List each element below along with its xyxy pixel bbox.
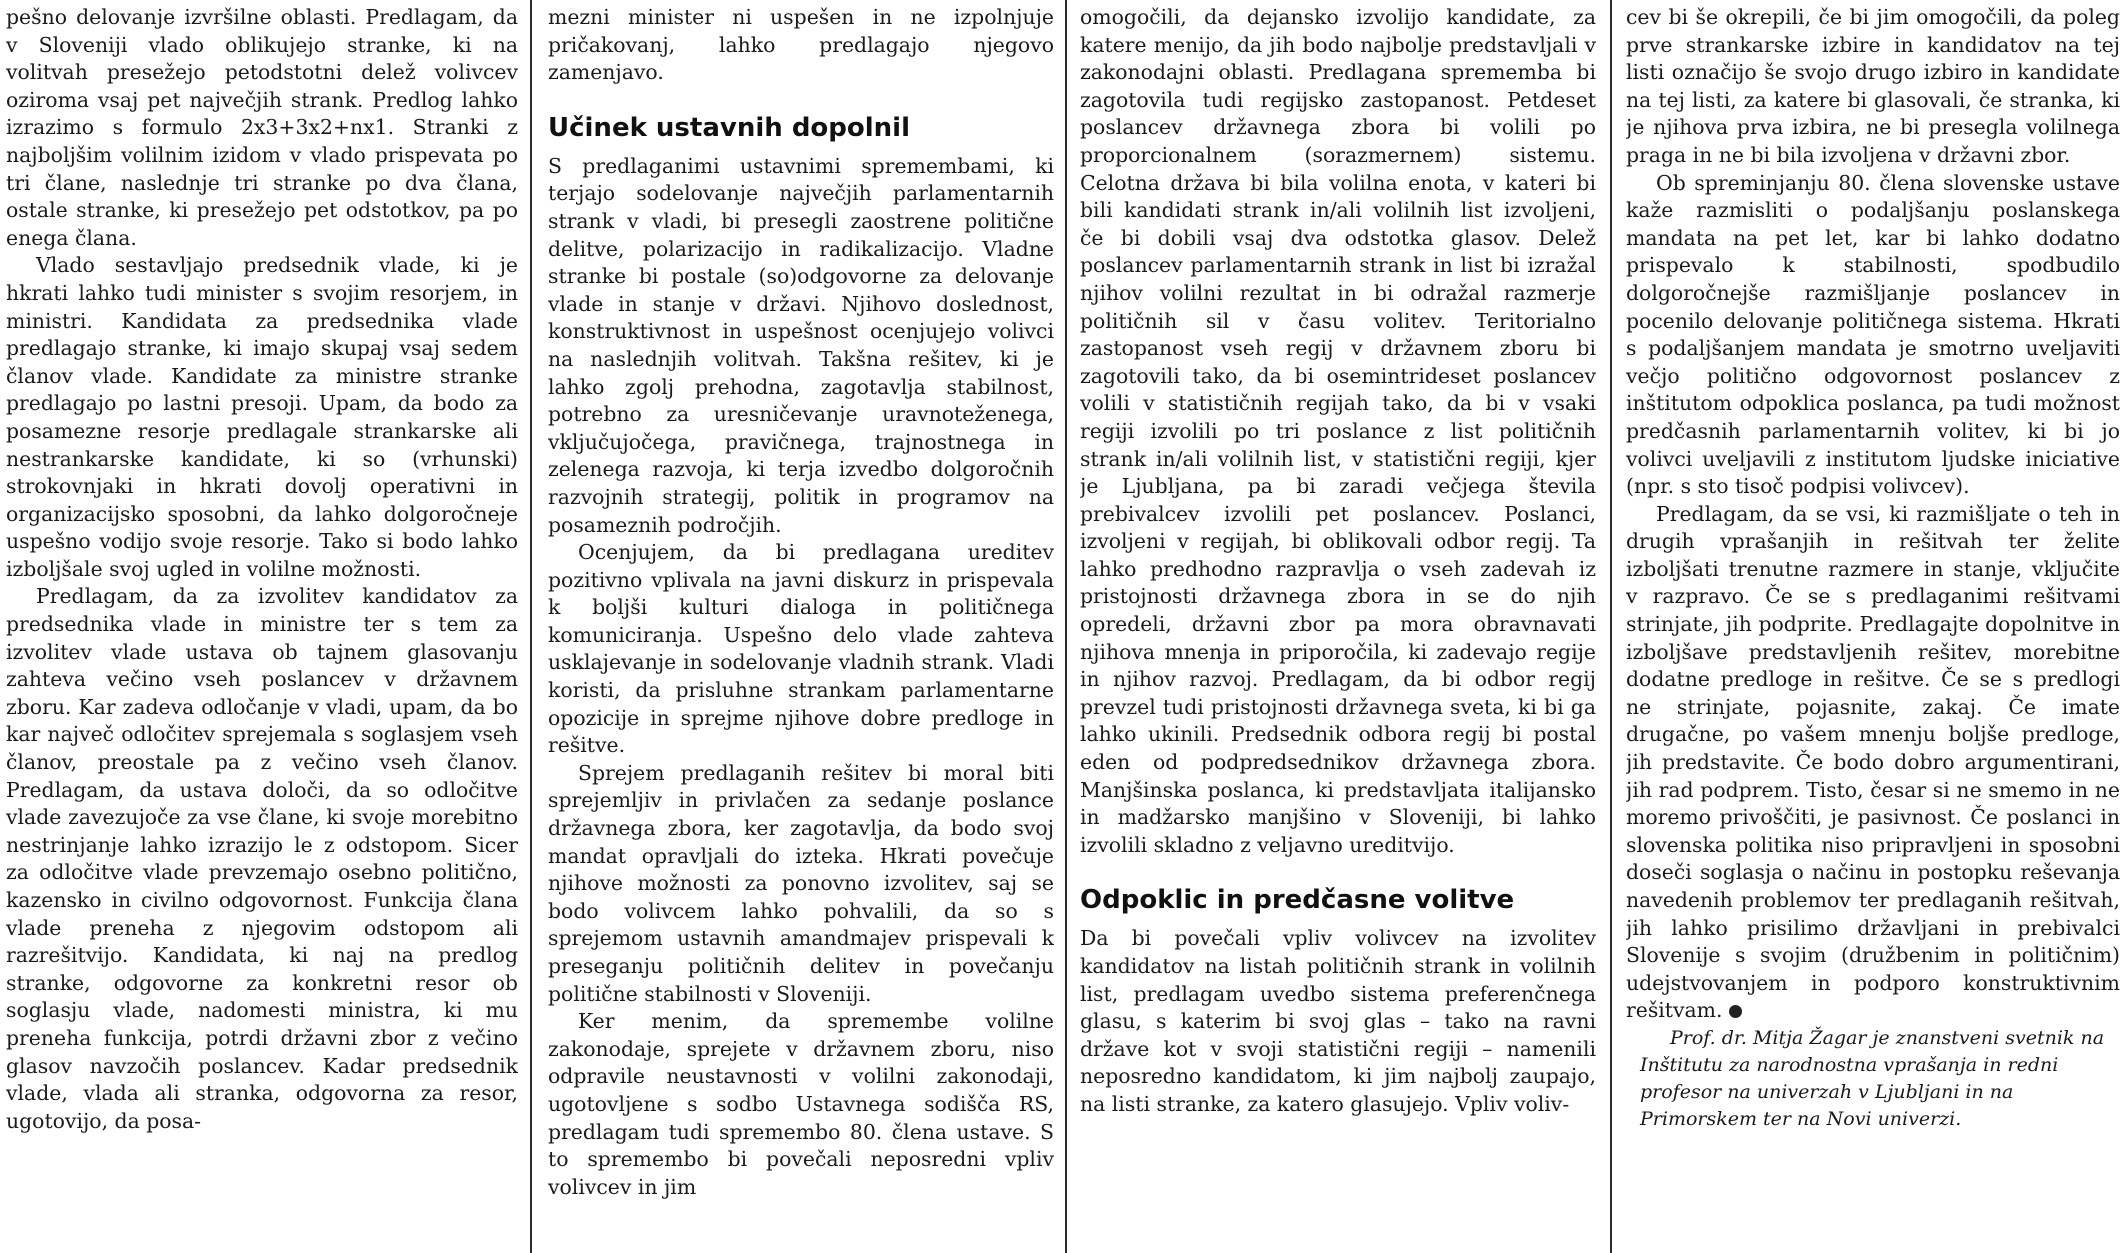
column-divider: [530, 0, 532, 1253]
paragraph: omogočili, da dejansko izvolijo kandidate, za katere menijo, da jih bodo najbolje predstavljali v zakonodajni oblasti. Predlagana sprememba bi zagotovila tudi regijsko zastopanost. Petdeset poslancev državnega zbora bi volili po proporcionalnem (sorazmernem) sistemu. Celotna država bi bila volilna enota, v kateri bi bili kandidati strank in/ali volilnih list izvoljeni, če bi dobili vsaj dva odstotka glasov. Delež poslancev parlamentarnih strank in list bi izražal njihov volilni rezultat in bi odražal razmerje političnih sil v času volitev. Teritorialno zastopanost vseh regij v državnem zboru bi zagotovili tako, da bi osemintrideset poslancev volili v statističnih regijah tako, da bi v vsaki regiji izvolili po tri poslance z list političnih strank in/ali volilnih list, v statistični regiji, kjer je Ljubljana, pa bi zaradi večjega števila prebivalcev izvolili pet poslancev. Poslanci, izvoljeni v regijah, bi oblikovali odbor regij. Ta lahko predhodno razpravlja o vseh zadevah iz pristojnosti državnega zbora in se do njih opredeli, državni zbor pa mora obravnavati njihova mnenja in priporočila, ki zadevajo regije in njihov razvoj. Predlagam, da bi odbor regij prevzel tudi pristojnosti državnega sveta, ki bi ga lahko ukinili. Predsednik odbora regij bi postal eden od podpredsednikov državnega zbora. Manjšinska poslanca, ki predstavljata italijansko in madžarsko manjšino v Sloveniji, bi lahko izvolili skladno z veljavno ureditvijo.: [1080, 5, 1596, 857]
paragraph-text: Predlagam, da se vsi, ki razmišljate o teh in drugih vprašanjih in rešitvah ter želite izboljšati trenutne razmere in stanje, vključite v razpravo. Če se s predlaganimi rešitvami strinjate, jih podprite. Predlagajte dopolnitve in izboljšave predstavljenih rešitev, morebitne dodatne predloge in rešitve. Če se s predlogi ne strinjate, pojasnite, zakaj. Če imate drugačne, po vašem mnenju boljše predloge, jih predstavite. Če bodo dobro argumentirani, jih rad podprem. Tisto, česar si ne smemo in ne moremo privoščiti, je pasivnost. Če poslanci in slovenska politika niso pripravljeni in sposobni doseči soglasja o načinu in postopku reševanja navedenih problemov ter predlaganih rešitvah, jih lahko prisilimo državljani in prebivalci Slovenije s svojim (družbenim in političnim) udejstvovanjem in podporo konstruktivnim rešitvam.: [1626, 501, 2120, 1023]
column-divider: [1065, 0, 1067, 1253]
paragraph: cev bi še okrepili, če bi jim omogočili, da poleg prve strankarske izbire in kandidatov na tej listi označijo še svojo drugo izbiro in kandidate na tej listi, za katere bi glasovali, če stranka, ki je njihova prva izbira, ne bi presegla volilnega praga in ne bi bila izvoljena v državni zbor.: [1626, 5, 2120, 167]
article-end-mark-icon: [1729, 1005, 1742, 1018]
paragraph: Da bi povečali vpliv volivcev na izvolitev kandidatov na listah političnih strank in volilnih list, predlagam uvedbo sistema preferenčnega glasu, s katerim bi svoj glas – tako na ravni države kot v svoji statistični regiji – namenili neposredno kandidatom, ki jim najbolj zaupajo, na listi stranke, za katero glasujejo. Vpliv voliv-: [1080, 926, 1596, 1116]
article-column-4: [1626, 4, 2120, 1249]
paragraph: pešno delovanje izvršilne oblasti. Predlagam, da v Sloveniji vlado oblikujejo stranke, ki na volitvah presežejo petodstotni delež volivcev oziroma vsaj pet največjih strank. Predlog lahko izrazimo s formulo 2x3+3x2+nx1. Stranki z najboljšim volilnim izidom v vlado prispevata po tri člane, naslednje tri stranke po dva člana, ostale stranke, ki presežejo pet odstotkov, pa po enega člana.: [6, 5, 518, 250]
paragraph: Ob spreminjanju 80. člena slovenske ustave kaže razmisliti o podaljšanju poslanskega mandata na pet let, kar bi lahko dodatno prispevalo k stabilnosti, spodbudilo dolgoročnejše razmišljanje poslancev in pocenilo delovanje političnega sistema. Hkrati s podaljšanjem mandata je smotrno uveljaviti večjo politično odgovornost poslancev z inštitutom odpoklica poslanca, pa tudi možnost predčasnih parlamentarnih volitev, ki bi jo volivci uveljavili z institutom ljudske iniciative (npr. s sto tisoč podpisi volivcev).: [1626, 170, 2120, 499]
paragraph-final: [1626, 501, 2120, 1025]
paragraph: Sprejem predlaganih rešitev bi moral biti sprejemljiv in privlačen za sedanje poslance državnega zbora, ker zagotavlja, da bodo svoj mandat opravljali do izteka. Hkrati povečuje njihove možnosti za ponovno izvolitev, saj se bodo volivcem lahko pohvalili, da so s sprejemom ustavnih amandmajev prispevali k preseganju političnih delitev in povečanju politične stabilnosti v Sloveniji.: [548, 760, 1054, 1006]
section-heading: Učinek ustavnih dopolnil: [548, 112, 911, 143]
paragraph: S predlaganimi ustavnimi spremembami, ki terjajo sodelovanje največjih parlamentarnih strank v vladi, bi presegli zaostrene politične delitve, polarizacijo in radikalizacijo. Vladne stranke bi postale (so)odgovorne za delovanje vlade in stanje v državi. Njihovo doslednost, konstruktivnost in uspešnost ocenjujejo volivci na naslednjih volitvah. Takšna rešitev, ki je lahko zgolj prehodna, zagotavlja stabilnost, potrebno za uresničevanje uravnoteženega, vključujočega, pravičnega, trajnostnega in zelenega razvoja, ki terja izvedbo dolgoročnih razvojnih strategij, politik in programov na posameznih področjih.: [548, 153, 1054, 537]
column-divider: [1610, 0, 1612, 1253]
paragraph: mezni minister ni uspešen in ne izpolnjuje pričakovanj, lahko predlagajo njegovo zamenjavo.: [548, 5, 1054, 85]
section-heading: Odpoklic in predčasne volitve: [1080, 885, 1515, 916]
paragraph: Vlado sestavljajo predsednik vlade, ki je hkrati lahko tudi minister s svojim resorjem, in ministri. Kandidata za predsednika vlade predlagajo stranke, ki imajo skupaj vsaj sedem članov vlade. Kandidate za ministre stranke predlagajo po lastni presoji. Upam, da bodo za posamezne resorje predlagale strankarske ali nestrankarske kandidate, ki so (vrhunski) strokovnjaki in hkrati dovolj operativni in organizacijsko sposobni, da lahko dolgoročneje uspešno vodijo svoje resorje. Tako si bodo lahko izboljšale svoj ugled in volilne možnosti.: [6, 253, 518, 581]
paragraph: Ocenjujem, da bi predlagana ureditev pozitivno vplivala na javni diskurz in prispevala k boljši kulturi dialoga in političnega komuniciranja. Uspešno delo vlade zahteva usklajevanje in sodelovanje vladnih strank. Vladi koristi, da prisluhne strankam parlamentarne opozicije in sprejme njihove dobre predloge in rešitve.: [548, 540, 1054, 758]
author-note: Prof. dr. Mitja Žagar je znanstveni svetnik na Inštitutu za narodnostna vprašanja in redni profesor na univerzah v Ljubljani in na Primorskem ter na Novi univerzi.: [1640, 1026, 2105, 1130]
article-column-3: [1080, 4, 1596, 1249]
paragraph: Predlagam, da za izvolitev kandidatov za predsednika vlade in ministre ter s tem za izvolitev vlade ustava ob tajnem glasovanju zahteva večino vseh poslancev v državnem zboru. Kar zadeva odločanje v vladi, upam, da bo kar največ odločitev sprejemala s soglasjem vseh članov, preostale pa z večino vseh članov. Predlagam, da ustava določi, da so odločitve vlade zavezujoče za vse člane, ki svoje morebitno nestrinjanje lahko izrazijo le z odstopom. Sicer za odločitve vlade prevzemajo osebno politično, kazensko in civilno odgovornost. Funkcija člana vlade preneha z njegovim odstopom ali razrešitvijo. Kandidata, ki naj na predlog stranke, odgovorne za konkretni resor ob soglasju vlade, nadomesti ministra, ki mu preneha funkcija, potrdi državni zbor z večino glasov navzočih poslancev. Kadar predsednik vlade, vlada ali stranka, odgovorna za resor, ugotovijo, da posa-: [6, 584, 518, 1133]
article-column-2: [548, 4, 1054, 1249]
article-column-1: [6, 4, 518, 1249]
paragraph: Ker menim, da spremembe volilne zakonodaje, sprejete v državnem zboru, niso odpravile neustavnosti v volilni zakonodaji, ugotovljene s sodbo Ustavnega sodišča RS, predlagam tudi spremembo 80. člena ustave. S to spremembo bi povečali neposredni vpliv volivcev in jim: [548, 1009, 1054, 1199]
